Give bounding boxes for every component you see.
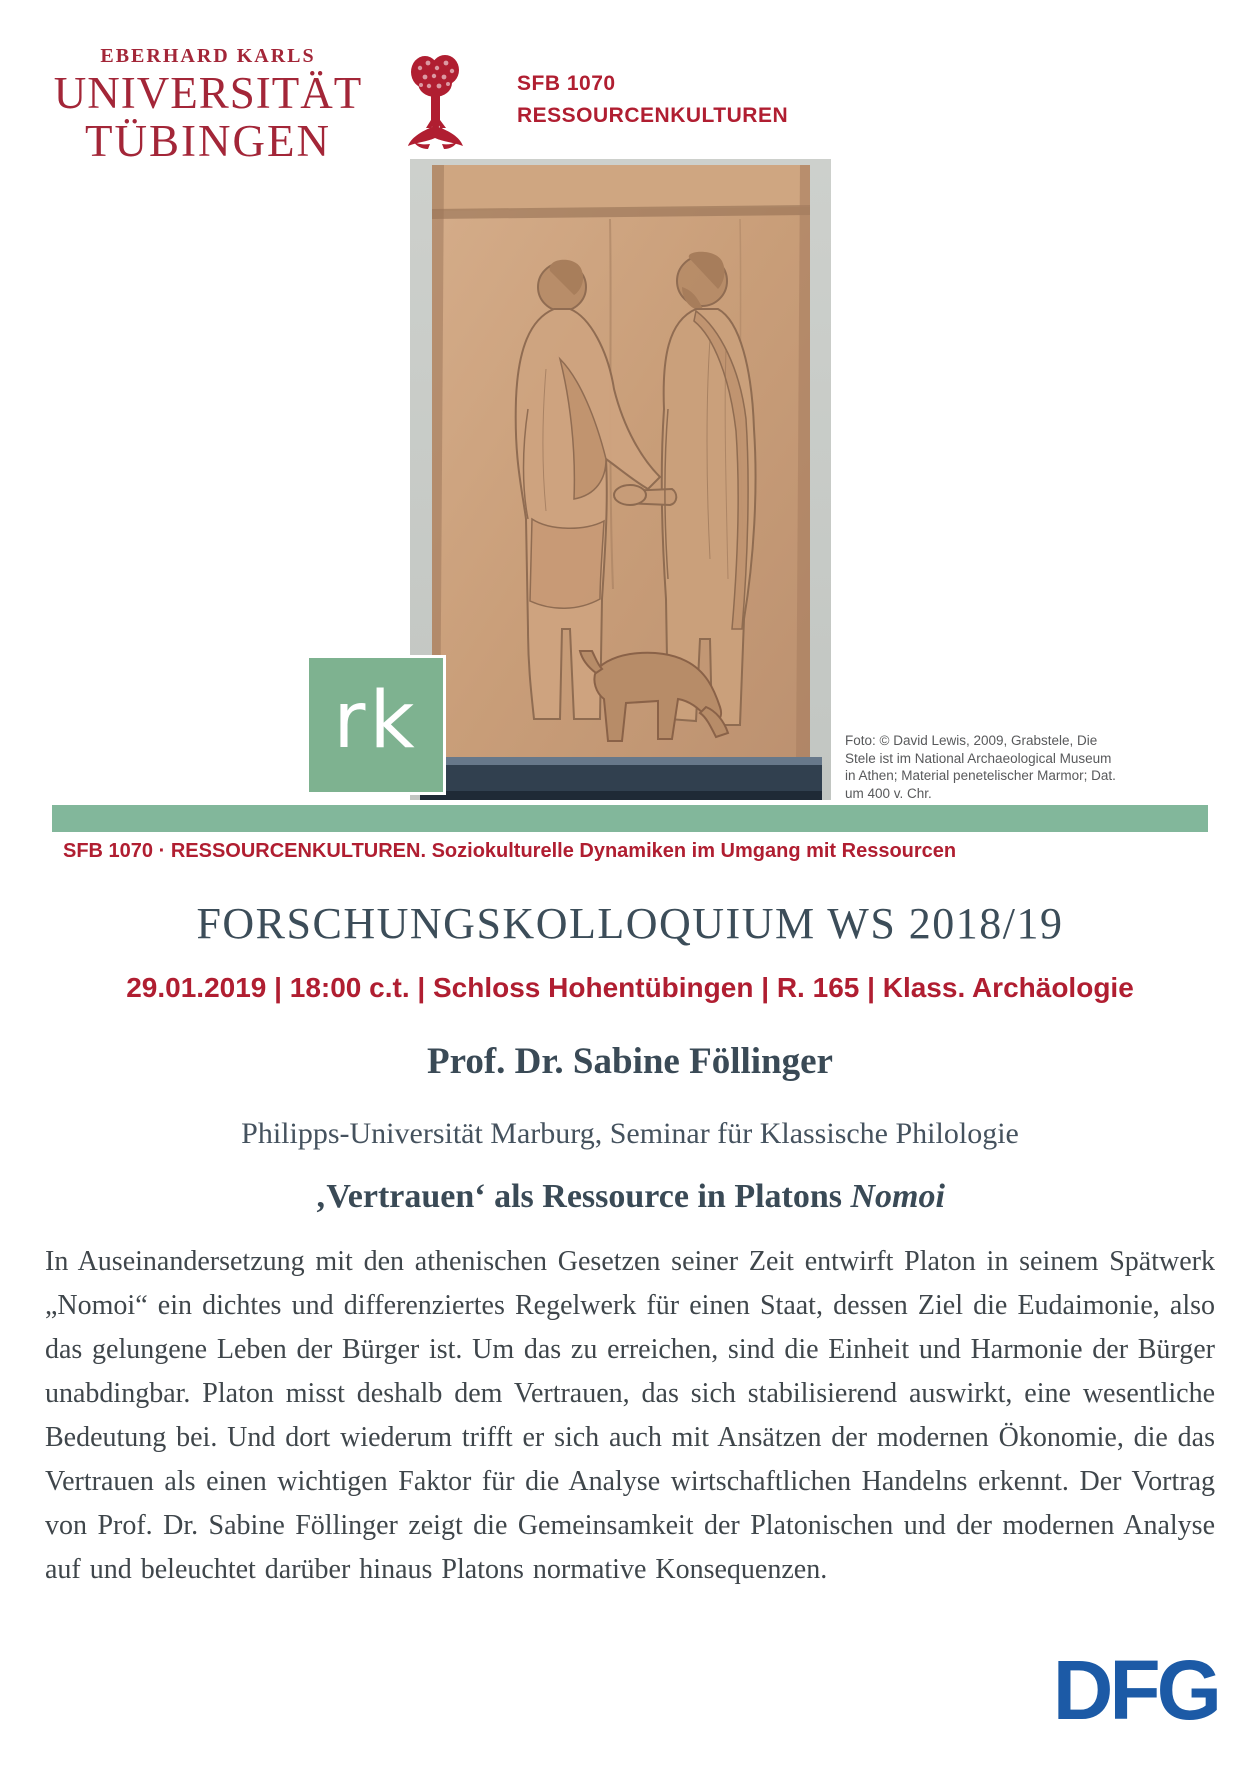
abstract-paragraph: In Auseinandersetzung mit den athenischen Gesetzen seiner Zeit entwirft Platon in seinem Spätwerk „Nomoi“ ein dichtes und differenziertes Regelwerk für einen Staat, dessen Ziel die Eudaimonie, also das gelungene Leben der Bürger ist. Um das zu erreichen, sind die Einheit und Harmonie der Bürger unabdingbar. Platon misst deshalb dem Vertrauen, das sich stabilisierend auswirkt, eine wesentliche Bedeutung bei. Und dort wiederum trifft er sich auch mit Ansätzen der modernen Ökonomie, die das Vertrauen als einen wichtigen Faktor für die Analyse wirtschaftlichen Handelns erkennt. Der Vortrag von Prof. Dr. Sabine Föllinger zeigt die Gemeinsamkeit der Platonischen und der modernen Analyse auf und beleuchtet darüber hinaus Platons normative Konsequenzen. bbox=[45, 1246, 1215, 1585]
sfb-wordmark-line2: RESSOURCENKULTUREN bbox=[517, 104, 789, 127]
university-wordmark-line3: TÜBINGEN bbox=[85, 116, 331, 166]
colloquium-title: FORSCHUNGSKOLLOQUIUM WS 2018/19 bbox=[196, 899, 1064, 948]
dfg-logo: DFG bbox=[1052, 1643, 1218, 1737]
handshake-detail bbox=[614, 485, 646, 505]
rk-logo-text: rk bbox=[333, 676, 419, 766]
lecture-title-main: ‚Vertrauen‘ als Ressource in Platons bbox=[315, 1178, 851, 1215]
event-details: 29.01.2019 | 18:00 c.t. | Schloss Hohentübingen | R. 165 | Klass. Archäologie bbox=[126, 972, 1134, 1003]
photo-caption-line1: Foto: © David Lewis, 2009, Grabstele, Die bbox=[845, 733, 1098, 748]
lecture-title-italic: Nomoi bbox=[850, 1178, 945, 1215]
grave-stele-photo bbox=[410, 159, 831, 800]
photo-caption bbox=[845, 732, 1175, 802]
tree-with-roots-icon bbox=[404, 50, 468, 154]
sfb-wordmark-line1: SFB 1070 bbox=[517, 72, 616, 95]
sfb-wordmark bbox=[517, 68, 788, 132]
university-wordmark-line2: UNIVERSITÄT bbox=[53, 68, 363, 118]
photo-caption-line3: in Athen; Material penetelischer Marmor; Dat. bbox=[845, 768, 1116, 783]
photo-caption-line2: Stele ist im National Archaeological Museum bbox=[845, 750, 1112, 766]
speaker-affiliation: Philipps-Universität Marburg, Seminar für Klassische Philologie bbox=[241, 1117, 1019, 1150]
stele-base bbox=[420, 757, 822, 800]
speaker-name: Prof. Dr. Sabine Föllinger bbox=[427, 1041, 833, 1082]
university-wordmark-line1: EBERHARD KARLS bbox=[100, 45, 316, 67]
green-banner bbox=[52, 805, 1208, 832]
sfb-subtitle: SFB 1070 · RESSOURCENKULTUREN. Soziokulturelle Dynamiken im Umgang mit Ressourcen bbox=[63, 840, 957, 862]
rk-logo bbox=[309, 658, 443, 792]
photo-caption-line4: um 400 v. Chr. bbox=[845, 785, 932, 801]
university-wordmark bbox=[50, 46, 366, 164]
lecture-title bbox=[0, 1178, 1260, 1216]
